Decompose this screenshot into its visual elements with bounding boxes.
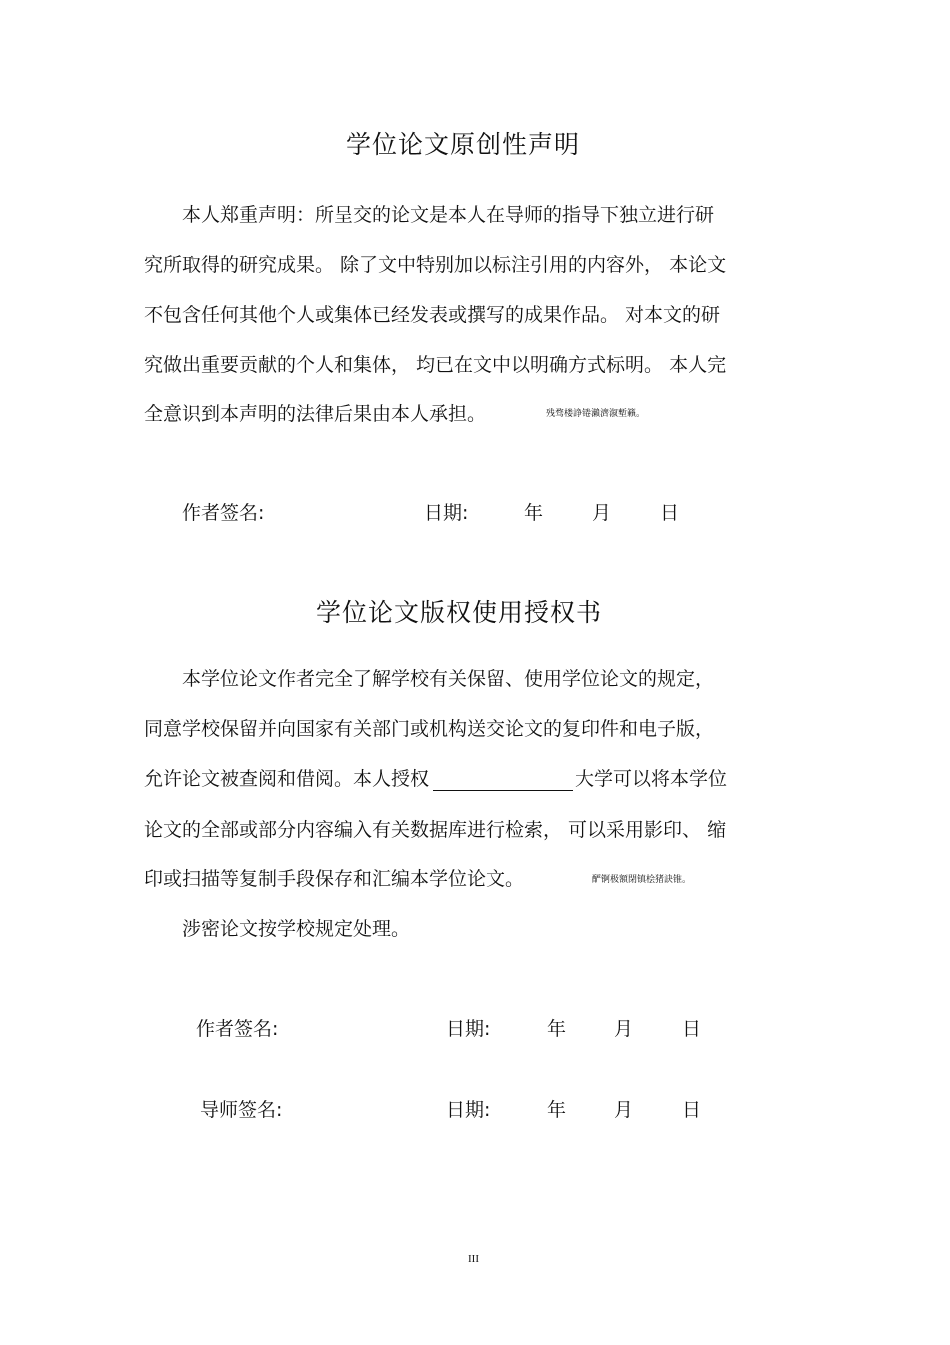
advisor-signature-label: 导师签名: [200, 1099, 283, 1121]
declaration-year-label: 年 [524, 502, 544, 524]
secrecy-note: 涉密论文按学校规定处理。 [182, 918, 411, 940]
declaration-line-3: 不包含任何其他个人或集体已经发表或撰写的成果作品。 对本文的研 [144, 304, 721, 326]
authorization-line-3-start: 允许论文被查阅和借阅。本人授权 [144, 768, 430, 790]
advisor-month-label: 月 [614, 1099, 634, 1121]
authorization-author-date-label: 日期: [446, 1018, 491, 1040]
declaration-month-label: 月 [592, 502, 612, 524]
declaration-day-label: 日 [660, 502, 680, 524]
authorization-title: 学位论文版权使用授权书 [316, 598, 603, 627]
authorization-author-day-label: 日 [682, 1018, 702, 1040]
authorization-garbled-text: 酽锕极額閉镇桧猪訣锥。 [592, 875, 692, 885]
advisor-day-label: 日 [682, 1099, 702, 1121]
page-number: III [468, 1253, 479, 1265]
declaration-line-5: 全意识到本声明的法律后果由本人承担。 [144, 403, 487, 425]
declaration-line-4: 究做出重要贡献的个人和集体， 均已在文中以明确方式标明。 本人完 [144, 354, 727, 376]
advisor-date-label: 日期: [446, 1099, 491, 1121]
declaration-author-signature-label: 作者签名: [182, 502, 265, 524]
university-name-blank [433, 772, 573, 791]
authorization-author-month-label: 月 [614, 1018, 634, 1040]
authorization-line-5: 印或扫描等复制手段保存和汇编本学位论文。 [144, 868, 525, 890]
authorization-author-signature-label: 作者签名: [196, 1018, 279, 1040]
declaration-line-1: 本人郑重声明：所呈交的论文是本人在导师的指导下独立进行研 [182, 204, 715, 226]
authorization-author-year-label: 年 [547, 1018, 567, 1040]
advisor-year-label: 年 [547, 1099, 567, 1121]
authorization-line-4: 论文的全部或部分内容编入有关数据库进行检索， 可以采用影印、 缩 [144, 819, 727, 841]
authorization-line-3 [144, 764, 727, 791]
declaration-garbled-text: 残骛楼諍锩瀨濟溆塹籟。 [546, 409, 646, 419]
declaration-line-2: 究所取得的研究成果。 除了文中特别加以标注引用的内容外， 本论文 [144, 254, 727, 276]
declaration-title: 学位论文原创性声明 [346, 130, 581, 159]
authorization-line-2: 同意学校保留并向国家有关部门或机构送交论文的复印件和电子版， [144, 718, 715, 740]
declaration-date-label: 日期: [424, 502, 469, 524]
authorization-line-3-end: 大学可以将本学位 [575, 768, 728, 790]
authorization-line-1: 本学位论文作者完全了解学校有关保留、使用学位论文的规定， [182, 668, 715, 690]
